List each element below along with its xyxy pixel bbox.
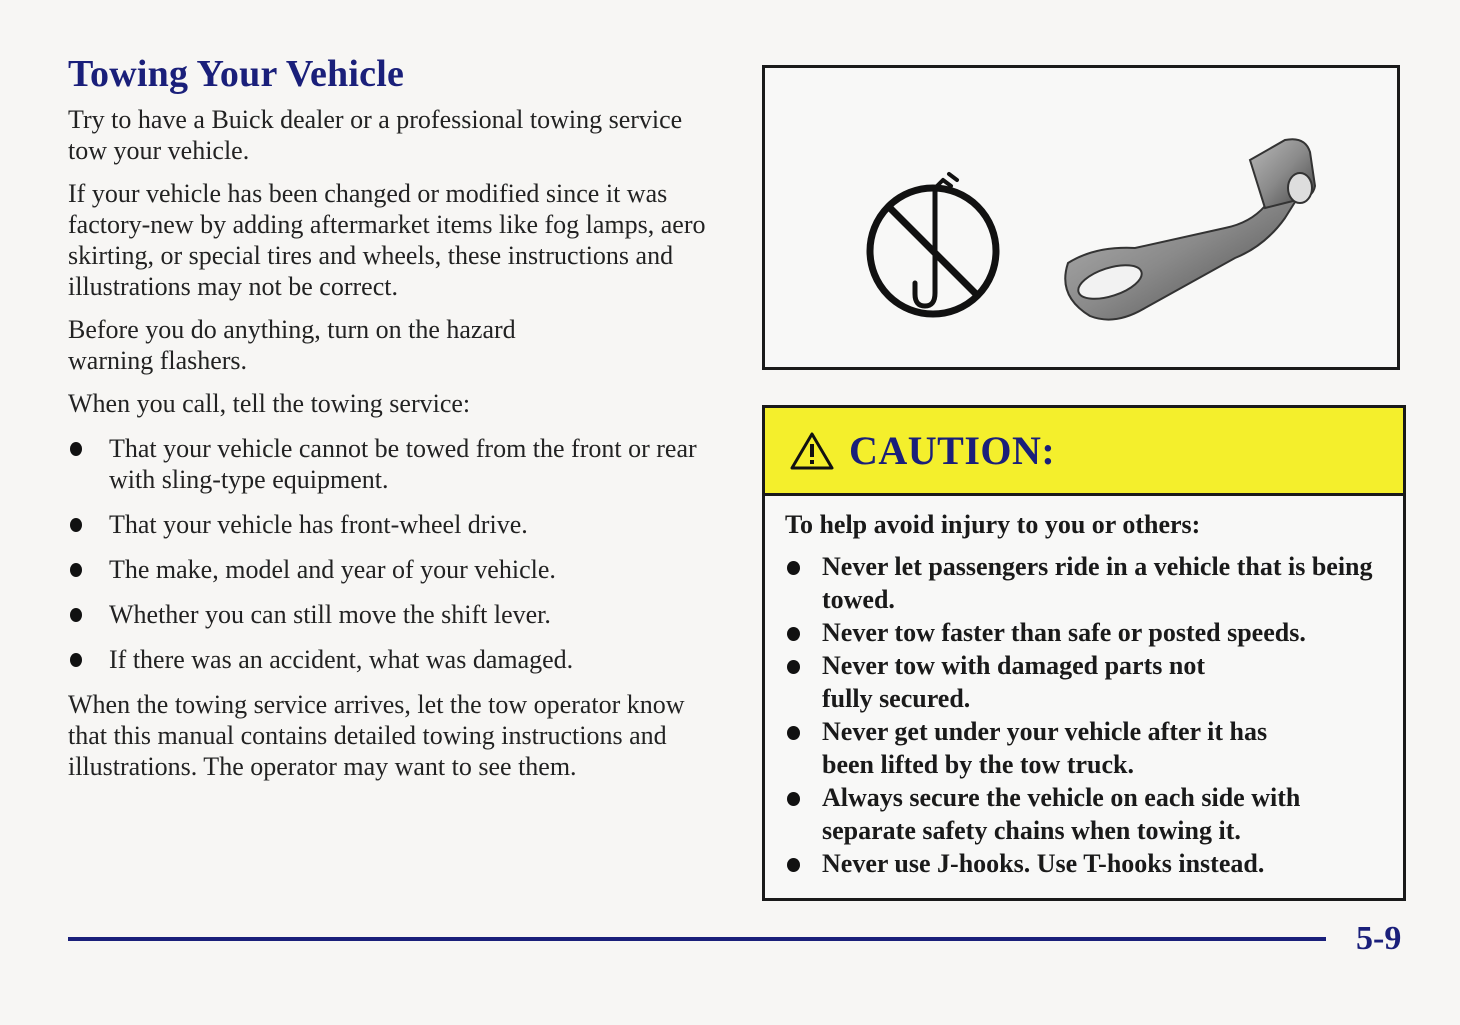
main-text-column xyxy=(68,52,708,794)
list-item-text: Always secure the vehicle on each side with separate safety chains when towing it. xyxy=(822,783,1301,845)
bullet-icon xyxy=(787,561,800,575)
bullet-icon xyxy=(70,653,82,667)
list-item-text: Never tow with damaged parts not fully secured. xyxy=(822,651,1205,713)
caution-box xyxy=(762,405,1406,901)
list-item-text: Never let passengers ride in a vehicle that is being towed. xyxy=(822,552,1373,614)
list-item xyxy=(785,715,1383,781)
list-item xyxy=(785,550,1383,616)
list-item xyxy=(785,616,1383,649)
bullet-icon xyxy=(70,608,82,622)
list-item xyxy=(68,433,708,495)
list-item xyxy=(785,781,1383,847)
hook-illustration xyxy=(762,65,1400,370)
list-item-text: Never use J-hooks. Use T-hooks instead. xyxy=(822,849,1265,878)
bullet-icon xyxy=(70,442,82,456)
list-item xyxy=(68,509,708,540)
hazard-paragraph: Before you do anything, turn on the hazard warning flashers. xyxy=(68,315,516,375)
list-item-text: That your vehicle cannot be towed from the front or rear with sling-type equipment. xyxy=(109,434,697,494)
list-item xyxy=(785,847,1383,880)
list-item-text: Whether you can still move the shift lever. xyxy=(109,600,551,629)
warning-triangle-icon xyxy=(789,431,835,471)
list-item xyxy=(785,649,1383,715)
no-j-hook-icon xyxy=(870,174,996,314)
closing-paragraph: When the towing service arrives, let the tow operator know that this manual contains detailed towing instructions and illustrations. The operator may want to see them. xyxy=(68,690,685,781)
list-item xyxy=(68,644,708,675)
list-item xyxy=(68,599,708,630)
list-item xyxy=(68,554,708,585)
bullet-icon xyxy=(70,563,82,577)
page-number: 5-9 xyxy=(1356,920,1402,957)
bullet-icon xyxy=(787,858,800,872)
footer-rule xyxy=(68,937,1326,941)
intro-paragraph: Try to have a Buick dealer or a professional towing service tow your vehicle. xyxy=(68,105,683,165)
modification-paragraph: If your vehicle has been changed or modified since it was factory-new by adding aftermarket items like fog lamps, aero skirting, or special tires and wheels, these instructions and illustrations may not be correct. xyxy=(68,179,706,301)
caution-intro: To help avoid injury to you or others: xyxy=(785,510,1201,539)
list-item-text: That your vehicle has front-wheel drive. xyxy=(109,510,528,539)
caution-header xyxy=(765,408,1403,496)
list-item-text: Never get under your vehicle after it has been lifted by the tow truck. xyxy=(822,717,1268,779)
bullet-icon xyxy=(787,627,800,641)
list-item-text: If there was an accident, what was damaged. xyxy=(109,645,574,674)
call-paragraph: When you call, tell the towing service: xyxy=(68,389,471,418)
caution-body xyxy=(765,496,1403,880)
bullet-icon xyxy=(787,792,800,806)
bullet-icon xyxy=(787,660,800,674)
bullet-icon xyxy=(787,726,800,740)
caution-list xyxy=(785,550,1383,880)
page-title: Towing Your Vehicle xyxy=(68,53,405,95)
caution-title: CAUTION: xyxy=(849,428,1056,473)
t-hook-icon xyxy=(1065,139,1315,319)
hook-illustration-svg xyxy=(765,68,1397,367)
list-item-text: The make, model and year of your vehicle. xyxy=(109,555,556,584)
bullet-icon xyxy=(70,518,82,532)
call-bullet-list xyxy=(68,433,708,675)
list-item-text: Never tow faster than safe or posted speeds. xyxy=(822,618,1306,647)
